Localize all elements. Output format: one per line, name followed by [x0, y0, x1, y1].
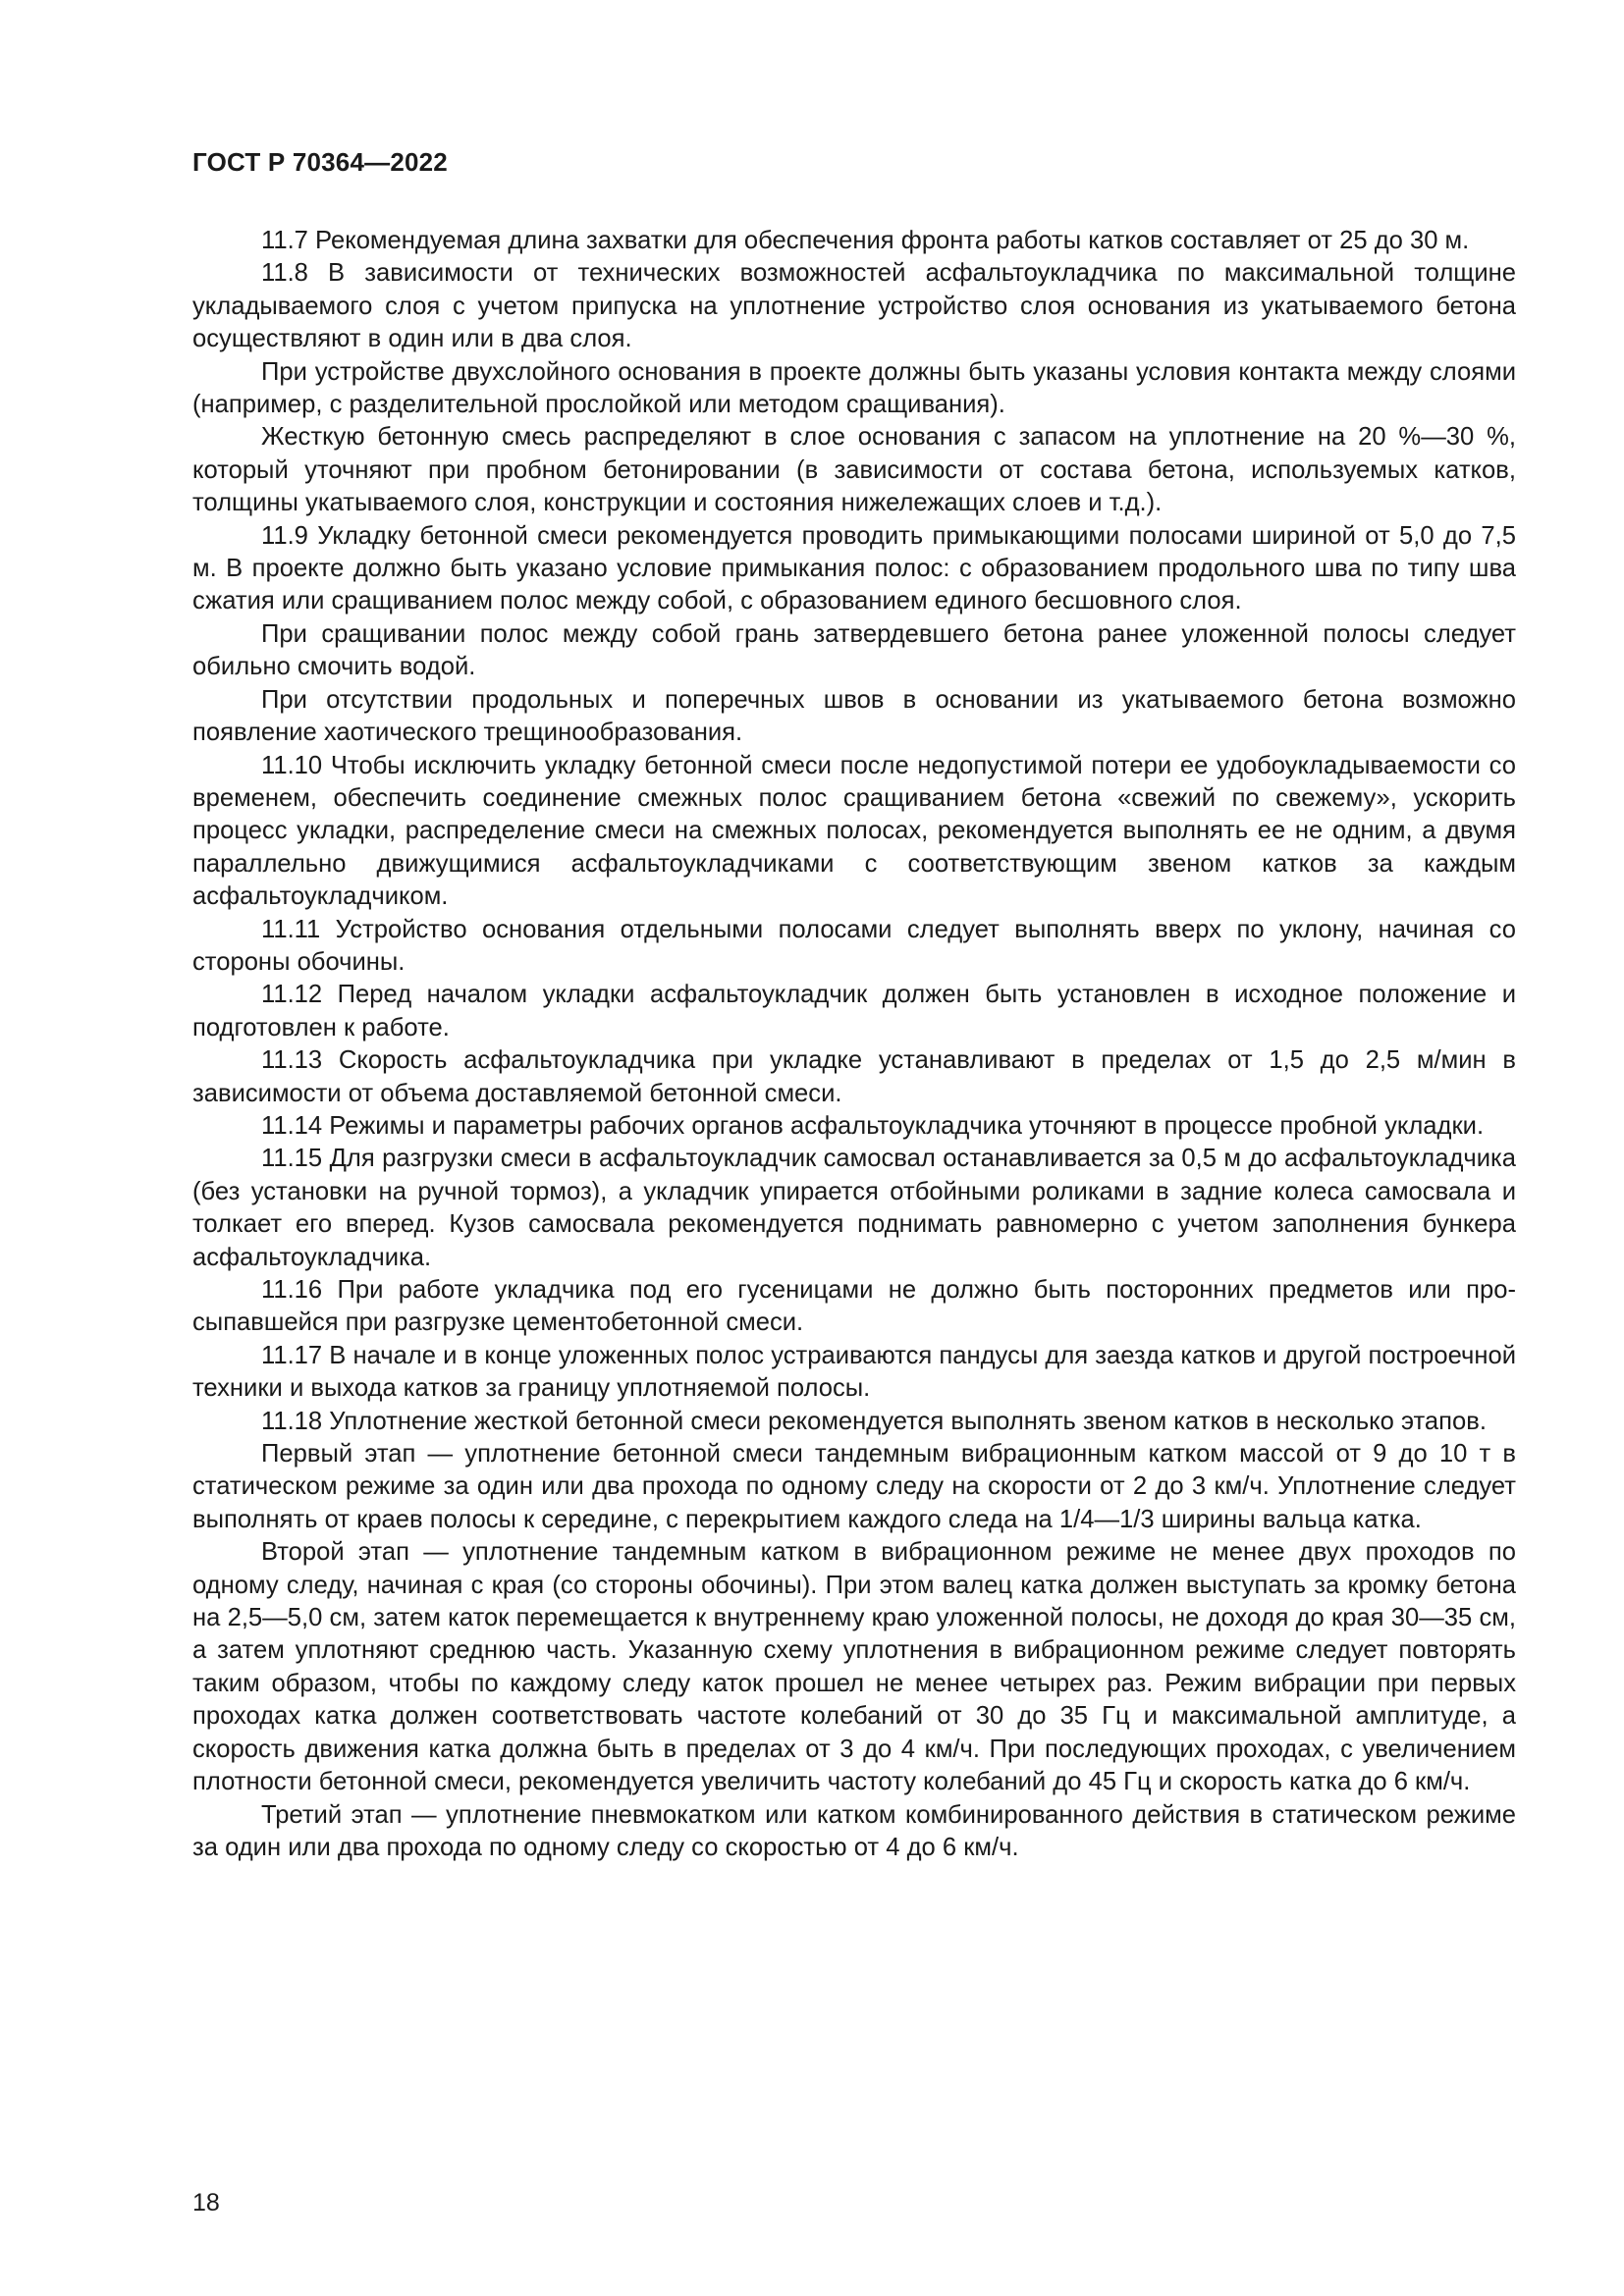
paragraph-11-14: 11.14 Режимы и параметры рабочих органов асфальтоукладчика уточняют в процессе пробной укладки.	[261, 1111, 1485, 1140]
paragraph-11-18: 11.18 Уплотнение жесткой бетонной смеси рекомендуется выполнять звеном катков в несколько этапов.	[261, 1407, 1487, 1435]
paragraph-11-7: 11.7 Рекомендуемая длина захватки для обеспечения фронта работы катков составляет от 25 до 30 м.	[261, 227, 1470, 254]
standard-designation: ГОСТ Р 70364—2022	[192, 147, 448, 177]
paragraph-lane-joining: При сращивании полос между собой грань затвердевшего бетона ранее уложенной полосы следует обильно смочить водой.	[192, 619, 1516, 681]
paragraph-no-joints: При отсутствии продольных и поперечных швов в основании из укатываемого бетона возможно появление хаотического трещинообразования.	[192, 685, 1516, 747]
paragraph-11-11: 11.11 Устройство основания отдельными полосами следует выполнять вверх по уклону, начиная со стороны обочины.	[192, 915, 1516, 976]
paragraph-stage-three: Третий этап — уплотнение пневмокатком или катком комбинированного действия в статическом режиме за один или два прохода по одному следу со скоростью от 4 до 6 км/ч.	[192, 1800, 1516, 1861]
paragraph-stage-two: Второй этап — уплотнение тандемным катком в вибрационном режиме не менее двух проходов по одному следу, начиная с края (со стороны обочины). При этом валец катка должен выступать за кромку бетона на 2,5—5,0 см, затем каток перемещается к внутреннему краю уложенной полосы, не доходя до края 30—35 см, а затем уплотняют среднюю часть. Указанную схему уплотнения в вибрационном режиме следует повторять таким образом, чтобы по каждому следу каток прошел не менее четырех раз. Режим вибрации при первых проходах катка должен соответствовать частоте колебаний от 30 до 35 Гц и максимальной амплитуде, а скорость движения катка должна быть в пределах от 3 до 4 км/ч. При последующих проходах, с увеличением плотности бетонной смеси, рекомендуется увеличить частоту колебаний до 45 Гц и скорость катка до 6 км/ч.	[192, 1538, 1516, 1796]
paragraph-11-15: 11.15 Для разгрузки смеси в асфальтоукладчик самосвал останавливается за 0,5 м до асфальтоукладчика (без установки на ручной тормоз), а укладчик упирается отбойными роликами в задние колеса самосвала и толкает его вперед. Кузов самосвала рекомендуется поднимать равномерно с учетом заполнения бункера асфальтоукладчика.	[192, 1145, 1516, 1271]
paragraph-stage-one: Первый этап — уплотнение бетонной смеси тандемным вибрационным катком массой от 9 до 10 т в статическом режиме за один или два прохода по одному следу на скорости от 2 до 3 км/ч. Уплотнение следует выполнять от краев полосы к середине, с перекрытием каждого следа на 1/4—1/3 ширины вальца катка.	[192, 1440, 1516, 1533]
paragraph-11-10: 11.10 Чтобы исключить укладку бетонной смеси после недопустимой потери ее удобоукладываемости со временем, обеспечить соединение смежных полос сращиванием бетона «свежий по свежему», ускорить процесс укладки, распределение смеси на смежных полосах, рекомендуется выполнять ее не одним, а двумя параллельно движущимися асфальтоукладчиками с соответствующим звеном катков за каждым асфальтоукладчиком.	[192, 751, 1516, 911]
page-number: 18	[192, 2189, 220, 2216]
paragraph-11-17: 11.17 В начале и в конце уложенных полос устраиваются пандусы для заезда катков и другой построечной техники и выхода катков за границу уплотняемой полосы.	[192, 1341, 1516, 1403]
paragraph-11-13: 11.13 Скорость асфальтоукладчика при укладке устанавливают в пределах от 1,5 до 2,5 м/мин в зависимости от объема доставляемой бетонной смеси.	[192, 1046, 1516, 1107]
paragraph-11-12: 11.12 Перед началом укладки асфальтоукладчик должен быть установлен в исходное положение и подготовлен к работе.	[192, 981, 1516, 1041]
paragraph-compaction-allowance: Жесткую бетонную смесь распределяют в слое основания с запасом на уплотнение на 20 %—30 %, который уточняют при пробном бетонировании (в зависимости от состава бетона, используемых катков, толщины укатываемого слоя, конструкции и состояния нижележащих слоев и т.д.).	[192, 423, 1516, 517]
body-text	[192, 225, 1516, 1864]
paragraph-two-layer-base: При устройстве двухслойного основания в проекте должны быть указаны условия контакта между слоями (например, с разделительной прослойкой или методом сращивания).	[192, 357, 1516, 419]
paragraph-11-16: 11.16 При работе укладчика под его гусеницами не должно быть посторонних предметов или просыпавшейся при разгрузке цементобетонной смеси.	[192, 1276, 1516, 1337]
paragraph-11-8: 11.8 В зависимости от технических возможностей асфальтоукладчика по максимальной толщине укладываемого слоя с учетом припуска на уплотнение устройство слоя основания из укатываемого бетона осуществляют в один или в два слоя.	[192, 259, 1516, 353]
paragraph-11-9: 11.9 Укладку бетонной смеси рекомендуется проводить примыкающими полосами шириной от 5,0 до 7,5 м. В проекте должно быть указано условие примыкания полос: с образованием продольного шва по типу шва сжатия или сращиванием полос между собой, с образованием единого бесшовного слоя.	[192, 521, 1516, 615]
